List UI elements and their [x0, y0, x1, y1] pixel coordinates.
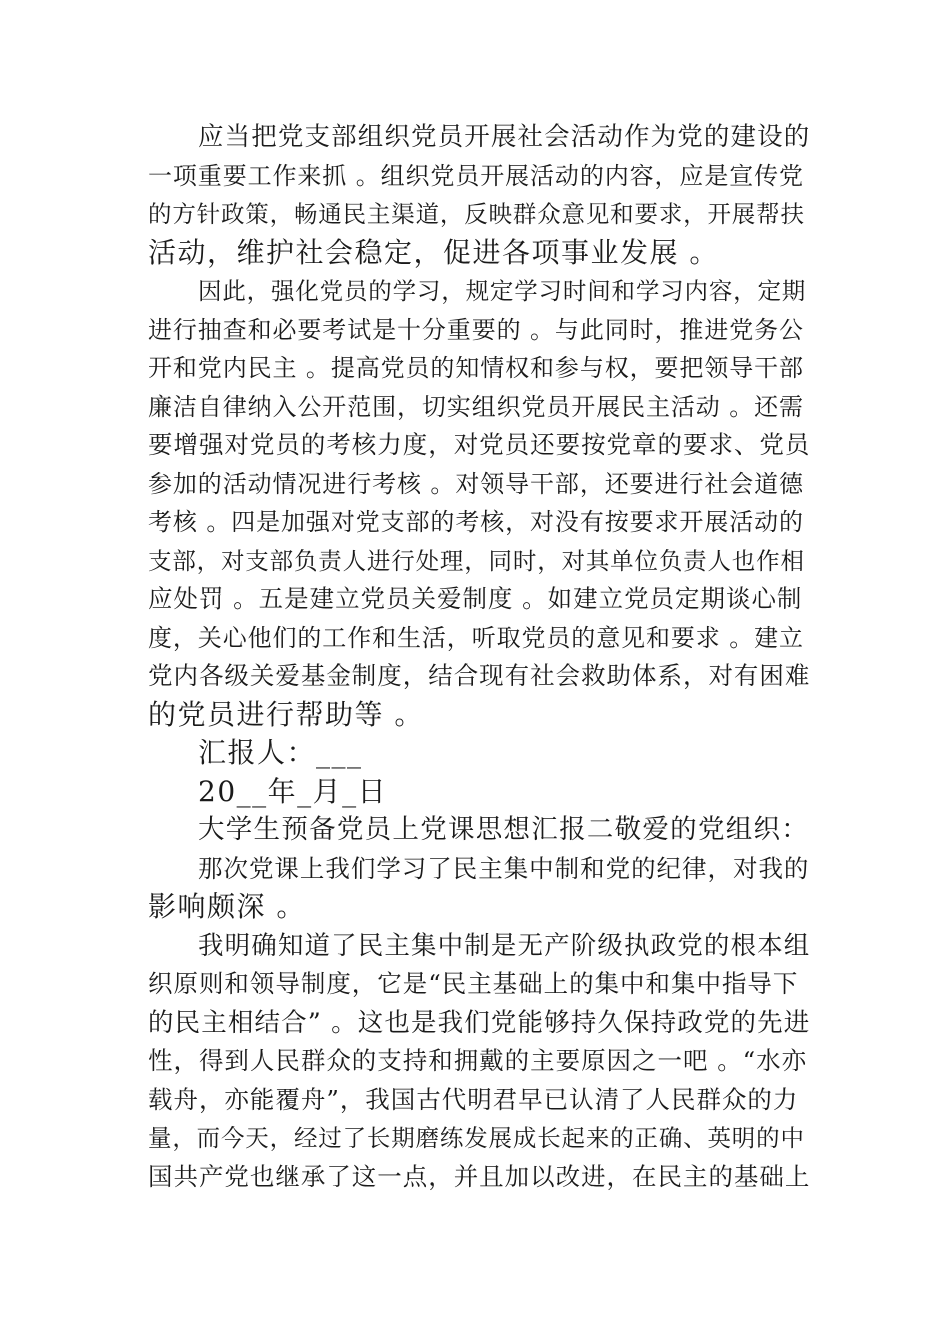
text-line: 国共产党也继承了这一点，并且加以改进，在民主的基础上	[148, 1162, 811, 1191]
text-line: 性，得到人民群众的支持和拥戴的主要原因之一吧 。“水亦	[148, 1046, 808, 1075]
text-line: 的党员进行帮助等 。	[148, 698, 424, 731]
text-line: 开和党内民主 。提高党员的知情权和参与权，要把领导干部	[148, 354, 804, 382]
text-line: 织原则和领导制度，它是“民主基础上的集中和集中指导下	[148, 969, 799, 998]
text-line: 一项重要工作来抓 。组织党员开展活动的内容，应是宣传党	[148, 162, 804, 190]
text-line: 支部，对支部负责人进行处理，同时，对其单位负责人也作相	[148, 547, 805, 575]
text-line: 量，而今天，经过了长期磨练发展成长起来的正确、英明的中	[148, 1124, 805, 1152]
text-line: 载舟，亦能覆舟”，我国古代明君早已认清了人民群众的力	[148, 1085, 799, 1114]
text-line: 影响颇深 。	[148, 890, 306, 923]
text-line: 应当把党支部组织党员开展社会活动作为党的建设的	[198, 122, 811, 152]
text-line: 考核 。四是加强对党支部的考核，对没有按要求开展活动的	[148, 508, 804, 536]
text-line: 的民主相结合” 。这也是我们党能够持久保持政党的先进	[148, 1008, 811, 1038]
text-line: 应处罚 。五是建立党员关爱制度 。如建立党员定期谈心制	[148, 584, 803, 613]
text-line: 活动，维护社会稳定，促进各项事业发展 。	[148, 236, 719, 269]
text-line: 因此，强化党员的学习，规定学习时间和学习内容，定期	[198, 277, 807, 305]
text-line: 那次党课上我们学习了民主集中制和党的纪律，对我的	[198, 854, 810, 883]
text-line: 廉洁自律纳入公开范围，切实组织党员开展民主活动 。还需	[148, 393, 804, 421]
text-line: 度，关心他们的工作和生活，听取党员的意见和要求 。建立	[148, 624, 804, 652]
text-line: 的方针政策，畅通民主渠道，反映群众意见和要求，开展帮扶	[148, 200, 805, 228]
text-line: 党内各级关爱基金制度，结合现有社会救助体系，对有困难	[148, 661, 811, 690]
section-title: 大学生预备党员上党课思想汇报二敬爱的党组织：	[198, 814, 810, 845]
date-line: 20__年_月_日	[198, 775, 388, 808]
text-line: 进行抽查和必要考试是十分重要的 。与此同时，推进党务公	[148, 316, 804, 344]
text-line: 参加的活动情况进行考核 。对领导干部，还要进行社会道德	[148, 470, 804, 498]
text-line: 要增强对党员的考核力度，对党员还要按党章的要求、党员	[148, 430, 811, 459]
reporter-line: 汇报人：___	[198, 736, 363, 769]
text-line: 我明确知道了民主集中制是无产阶级执政党的根本组	[198, 931, 811, 961]
